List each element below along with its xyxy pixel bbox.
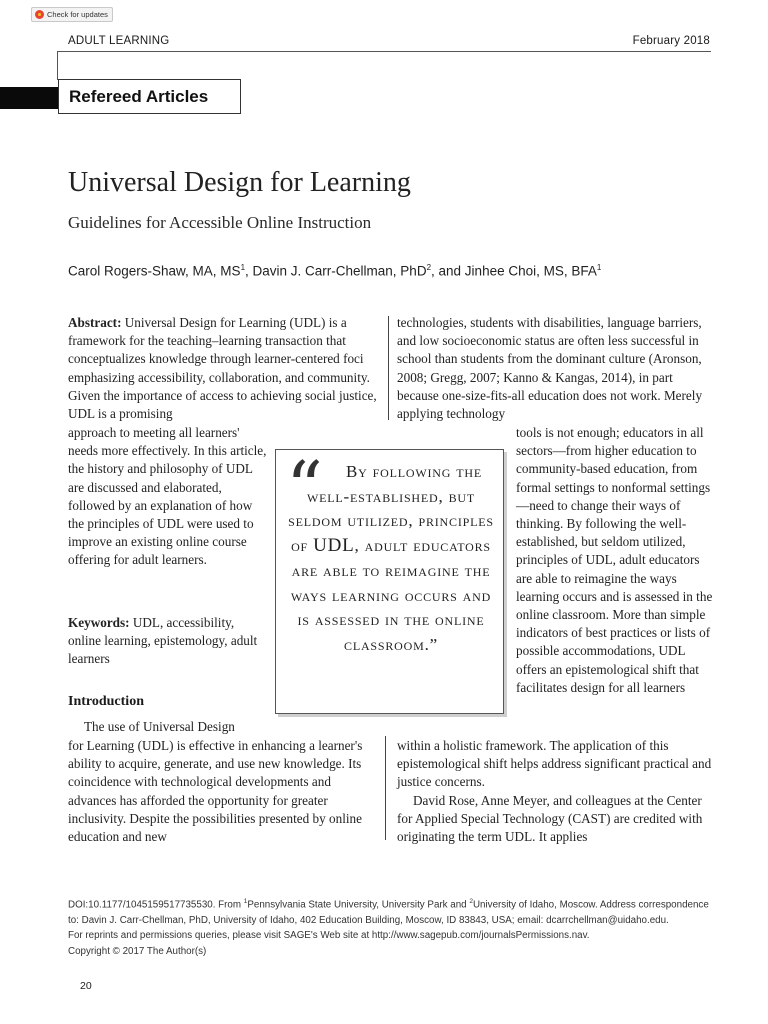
body-text: within a holistic framework. The application of this epistemological shift helps address significant practical and justice concerns. xyxy=(397,738,712,790)
abstract-label: Abstract: xyxy=(68,315,122,330)
abstract-wide xyxy=(68,314,386,423)
page-number: 20 xyxy=(80,980,92,992)
footnote-text: DOI:10.1177/1045159517735530. From xyxy=(68,899,244,911)
affiliation-marker: 1 xyxy=(596,263,602,272)
introduction-wide xyxy=(68,737,378,846)
right-column-narrow xyxy=(516,424,716,697)
author-name: Carol Rogers-Shaw, MA, MS xyxy=(68,263,241,279)
body-text: David Rose, Anne Meyer, and colleagues at the Center for Applied Special Technology (CAST) are credited with originating the term UDL. It applies xyxy=(397,792,703,845)
crossmark-icon xyxy=(35,10,44,19)
article-title: Universal Design for Learning xyxy=(68,167,411,198)
article-subtitle: Guidelines for Accessible Online Instruction xyxy=(68,213,372,232)
copyright-line: Copyright © 2017 The Author(s) xyxy=(68,945,207,957)
author-list xyxy=(68,263,601,279)
right-column-top xyxy=(397,314,715,423)
permissions-line: For reprints and permissions queries, please visit SAGE's Web site at http://www.sagepub.com/journalsPermissions.nav. xyxy=(68,930,590,942)
introduction-text-continued: for Learning (UDL) is effective in enhancing a learner's ability to acquire, generate, and use new knowledge. Its coincidence with technological developments and advances has afforded the opportunity for greater inclusivity. Despite the possibilities presented by online education and new xyxy=(68,738,363,845)
keywords-label: Keywords: xyxy=(68,615,130,630)
abstract-narrow xyxy=(68,424,268,570)
introduction-first-line xyxy=(68,718,268,736)
keywords xyxy=(68,614,268,669)
pull-quote-part: , adult educators are able to reimagine the ways learning occurs and is assessed in the online classroom.” xyxy=(290,536,492,654)
column-rule xyxy=(385,736,386,840)
journal-name: ADULT LEARNING xyxy=(68,35,170,47)
author-name: , and Jinhee Choi, MS, BFA xyxy=(431,263,597,279)
abstract-text-continued: approach to meeting all learners' needs more effectively. In this article, the history and philosophy of UDL are discussed and elaborated, followed by an explanation of how the principles of UDL were used to improve an existing online course offering for adult learners. xyxy=(68,425,267,568)
column-rule xyxy=(388,316,389,420)
author-name: , Davin J. Carr-Chellman, PhD xyxy=(245,263,427,279)
check-for-updates-label: Check for updates xyxy=(47,10,108,19)
affiliation-marker: 2 xyxy=(426,263,432,272)
body-text: technologies, students with disabilities, language barriers, and low socioeconomic status are often less successful in school than students from the dominant culture (Aronson, 2008; Gregg, 2007; Kanno & Kangas, 2014), in part because one-size-fits-all education does not work. Merely applying technology xyxy=(397,315,703,422)
affiliation-marker: 1 xyxy=(240,263,246,272)
section-marker-bar xyxy=(0,87,59,109)
introduction-text: The use of Universal Design xyxy=(84,719,235,734)
pull-quote-part: UDL xyxy=(313,535,355,557)
affiliation-marker: 2 xyxy=(469,898,473,905)
quote-mark-icon: “ xyxy=(286,446,323,530)
body-text: tools is not enough; educators in all sectors—from higher education to community-based education, from formal settings to nonformal settings—need to change their ways of thinking. By following the well-established, but seldom utilized, principles of UDL, adult educators are able to reimagine the ways learning occurs and is assessed in the online classroom. More than simple indicators of best practices or lists of possible accommodations, UDL offers an epistemological shift that facilitates design for all learners xyxy=(516,425,713,695)
pull-quote-text xyxy=(284,460,498,658)
affiliation-marker: 1 xyxy=(243,898,248,905)
right-column-bottom xyxy=(397,737,715,846)
issue-date: February 2018 xyxy=(632,35,710,47)
footnote-text: Pennsylvania State University, University Park and xyxy=(247,899,470,911)
pull-quote-part: By following the well-established, but seldom utilized, principles of xyxy=(288,462,494,556)
footnote-text: University of Idaho, Moscow. Address correspondence to: Davin J. Carr-Chellman, PhD, University of Idaho, 402 Education Building, Moscow, ID 83843, USA; email: dcarrchellman@uidaho.edu. xyxy=(68,899,709,926)
header-rule xyxy=(57,51,711,52)
check-for-updates-button[interactable] xyxy=(31,7,113,22)
footnote xyxy=(68,894,718,959)
header-vertical-rule xyxy=(57,51,58,80)
abstract-text: Universal Design for Learning (UDL) is a framework for the teaching–learning transaction that conceptualizes knowledge through learner-centered foci emphasizing accessibility, collaboration, and community. Given the importance of access to achieving social justice, UDL is a promising xyxy=(68,315,377,422)
pull-quote xyxy=(275,446,504,714)
introduction-heading: Introduction xyxy=(68,694,144,709)
keywords-text: UDL, accessibility, online learning, epistemology, adult learners xyxy=(68,615,258,667)
section-label: Refereed Articles xyxy=(58,79,241,114)
